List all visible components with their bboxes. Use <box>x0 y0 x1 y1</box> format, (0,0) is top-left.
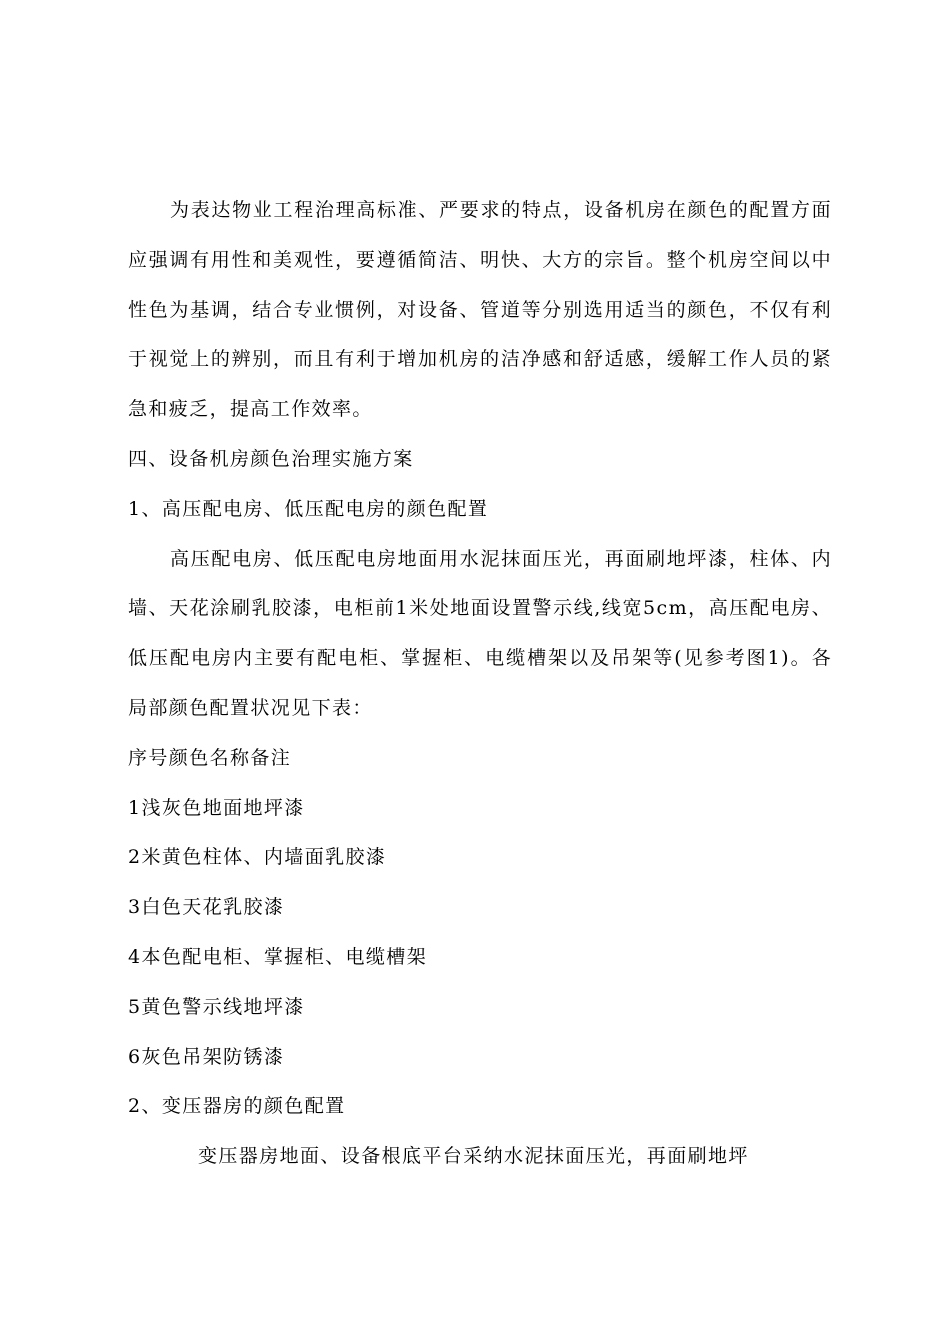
hv-room-paragraph: 高压配电房、低压配电房地面用水泥抹面压光，再面刷地坪漆，柱体、内墙、天花涂刷乳胶漆，电柜前1米处地面设置警示线,线宽5cm，高压配电房、低压配电房内主要有配电柜、掌握柜、电缆槽架以及吊架等(见参考图1)。各局部颜色配置状况见下表： <box>128 547 832 719</box>
document-body <box>128 186 832 1182</box>
section-heading-4: 四、设备机房颜色治理实施方案 <box>128 447 414 470</box>
table-row: 6灰色吊架防锈漆 <box>128 1045 285 1068</box>
table-row: 5黄色警示线地坪漆 <box>128 995 305 1018</box>
subsection-heading-2: 2、变压器房的颜色配置 <box>128 1095 346 1118</box>
intro-paragraph: 为表达物业工程治理高标准、严要求的特点，设备机房在颜色的配置方面应强调有用性和美观性，要遵循简洁、明快、大方的宗旨。整个机房空间以中性色为基调，结合专业惯例，对设备、管道等分别选用适当的颜色，不仅有利于视觉上的辨别，而且有利于增加机房的洁净感和舒适感，缓解工作人员的紧急和疲乏，提高工作效率。 <box>128 199 832 421</box>
transformer-room-paragraph: 变压器房地面、设备根底平台采纳水泥抹面压光，再面刷地坪 <box>198 1145 749 1168</box>
table-row: 1浅灰色地面地坪漆 <box>128 796 305 819</box>
table-row: 4本色配电柜、掌握柜、电缆槽架 <box>128 945 428 968</box>
table-row: 3白色天花乳胶漆 <box>128 896 285 919</box>
table-header-line: 序号颜色名称备注 <box>128 746 292 769</box>
table-row: 2米黄色柱体、内墙面乳胶漆 <box>128 846 387 869</box>
subsection-heading-1: 1、高压配电房、低压配电房的颜色配置 <box>128 497 489 520</box>
